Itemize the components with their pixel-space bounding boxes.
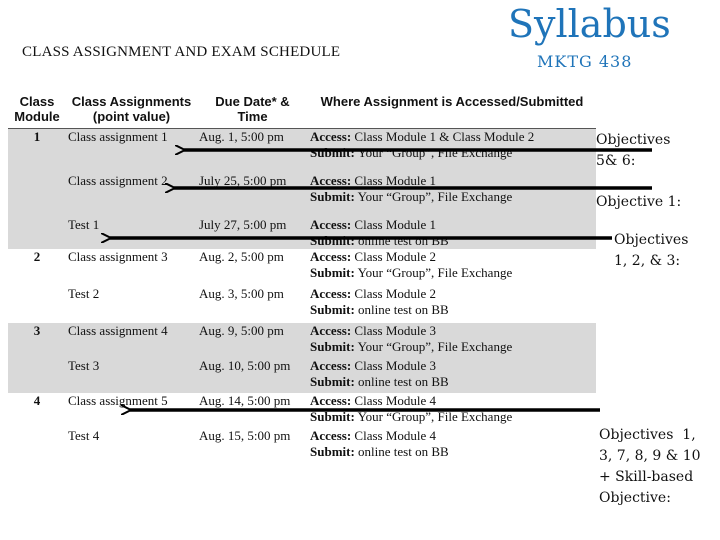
slide-title: Syllabus: [508, 2, 671, 46]
access-cell: Access: Class Module 4 Submit: Your “Group”, File Exchange: [310, 393, 513, 424]
assignment-cell: Class assignment 3: [68, 249, 168, 264]
access-cell: Access: Class Module 1 Submit: Your “Group”, File Exchange: [308, 173, 596, 217]
access-cell: Access: Class Module 4 Submit: online test on BB: [310, 428, 449, 459]
module-cell: 1: [8, 129, 66, 174]
due-cell: Aug. 10, 5:00 pm: [197, 358, 308, 393]
access-cell: Access: Class Module 2 Submit: online test on BB: [310, 286, 449, 317]
col-header-module: Class Module: [8, 92, 66, 129]
due-cell: July 27, 5:00 pm: [197, 217, 308, 249]
assignment-cell: Class assignment 1: [66, 129, 197, 174]
due-cell: Aug. 3, 5:00 pm: [199, 286, 284, 301]
access-cell: Access: Class Module 2 Submit: Your “Group”, File Exchange: [310, 249, 513, 280]
module-cell: 2: [33, 249, 41, 264]
assignment-cell: Class assignment 2: [66, 173, 197, 217]
assignment-cell: Test 3: [66, 358, 197, 393]
col-header-access: Where Assignment is Accessed/Submitted: [308, 92, 596, 129]
col-header-due-date: Due Date* & Time: [197, 92, 308, 129]
assignment-cell: Test 2: [68, 286, 100, 301]
due-cell: Aug. 2, 5:00 pm: [199, 249, 284, 264]
assignment-cell: Test 4: [68, 428, 100, 443]
due-cell: Aug. 15, 5:00 pm: [199, 428, 291, 443]
schedule-subtitle: CLASS ASSIGNMENT AND EXAM SCHEDULE: [22, 44, 341, 60]
assignment-cell: Test 1: [66, 217, 197, 249]
due-cell: Aug. 14, 5:00 pm: [199, 393, 291, 408]
module-cell: 4: [33, 393, 41, 408]
objectives-5-6-label: Objectives 5& 6:: [596, 132, 671, 169]
due-cell: July 25, 5:00 pm: [197, 173, 308, 217]
objectives-skill-label: Objectives 1, 3, 7, 8, 9 & 10 + Skill-based Objective:: [599, 427, 701, 506]
col-header-assignments: Class Assignments (point value): [66, 92, 197, 129]
due-cell: Aug. 1, 5:00 pm: [197, 129, 308, 174]
module-cell: 3: [8, 323, 66, 358]
due-cell: Aug. 9, 5:00 pm: [197, 323, 308, 358]
access-cell: Access: Class Module 3 Submit: online test on BB: [308, 358, 596, 393]
assignment-cell: Class assignment 4: [66, 323, 197, 358]
access-cell: Access: Class Module 1 Submit: online test on BB: [308, 217, 596, 249]
assignment-cell: Class assignment 5: [68, 393, 168, 408]
objectives-1-2-3-label: Objectives 1, 2, & 3:: [614, 232, 689, 269]
access-cell: Access: Class Module 3 Submit: Your “Group”, File Exchange: [308, 323, 596, 358]
objective-1-label: Objective 1:: [596, 194, 682, 210]
course-code: MKTG 438: [537, 52, 633, 71]
access-cell: Access: Class Module 1 & Class Module 2 Submit: Your “Group”, File Exchange: [308, 129, 596, 174]
